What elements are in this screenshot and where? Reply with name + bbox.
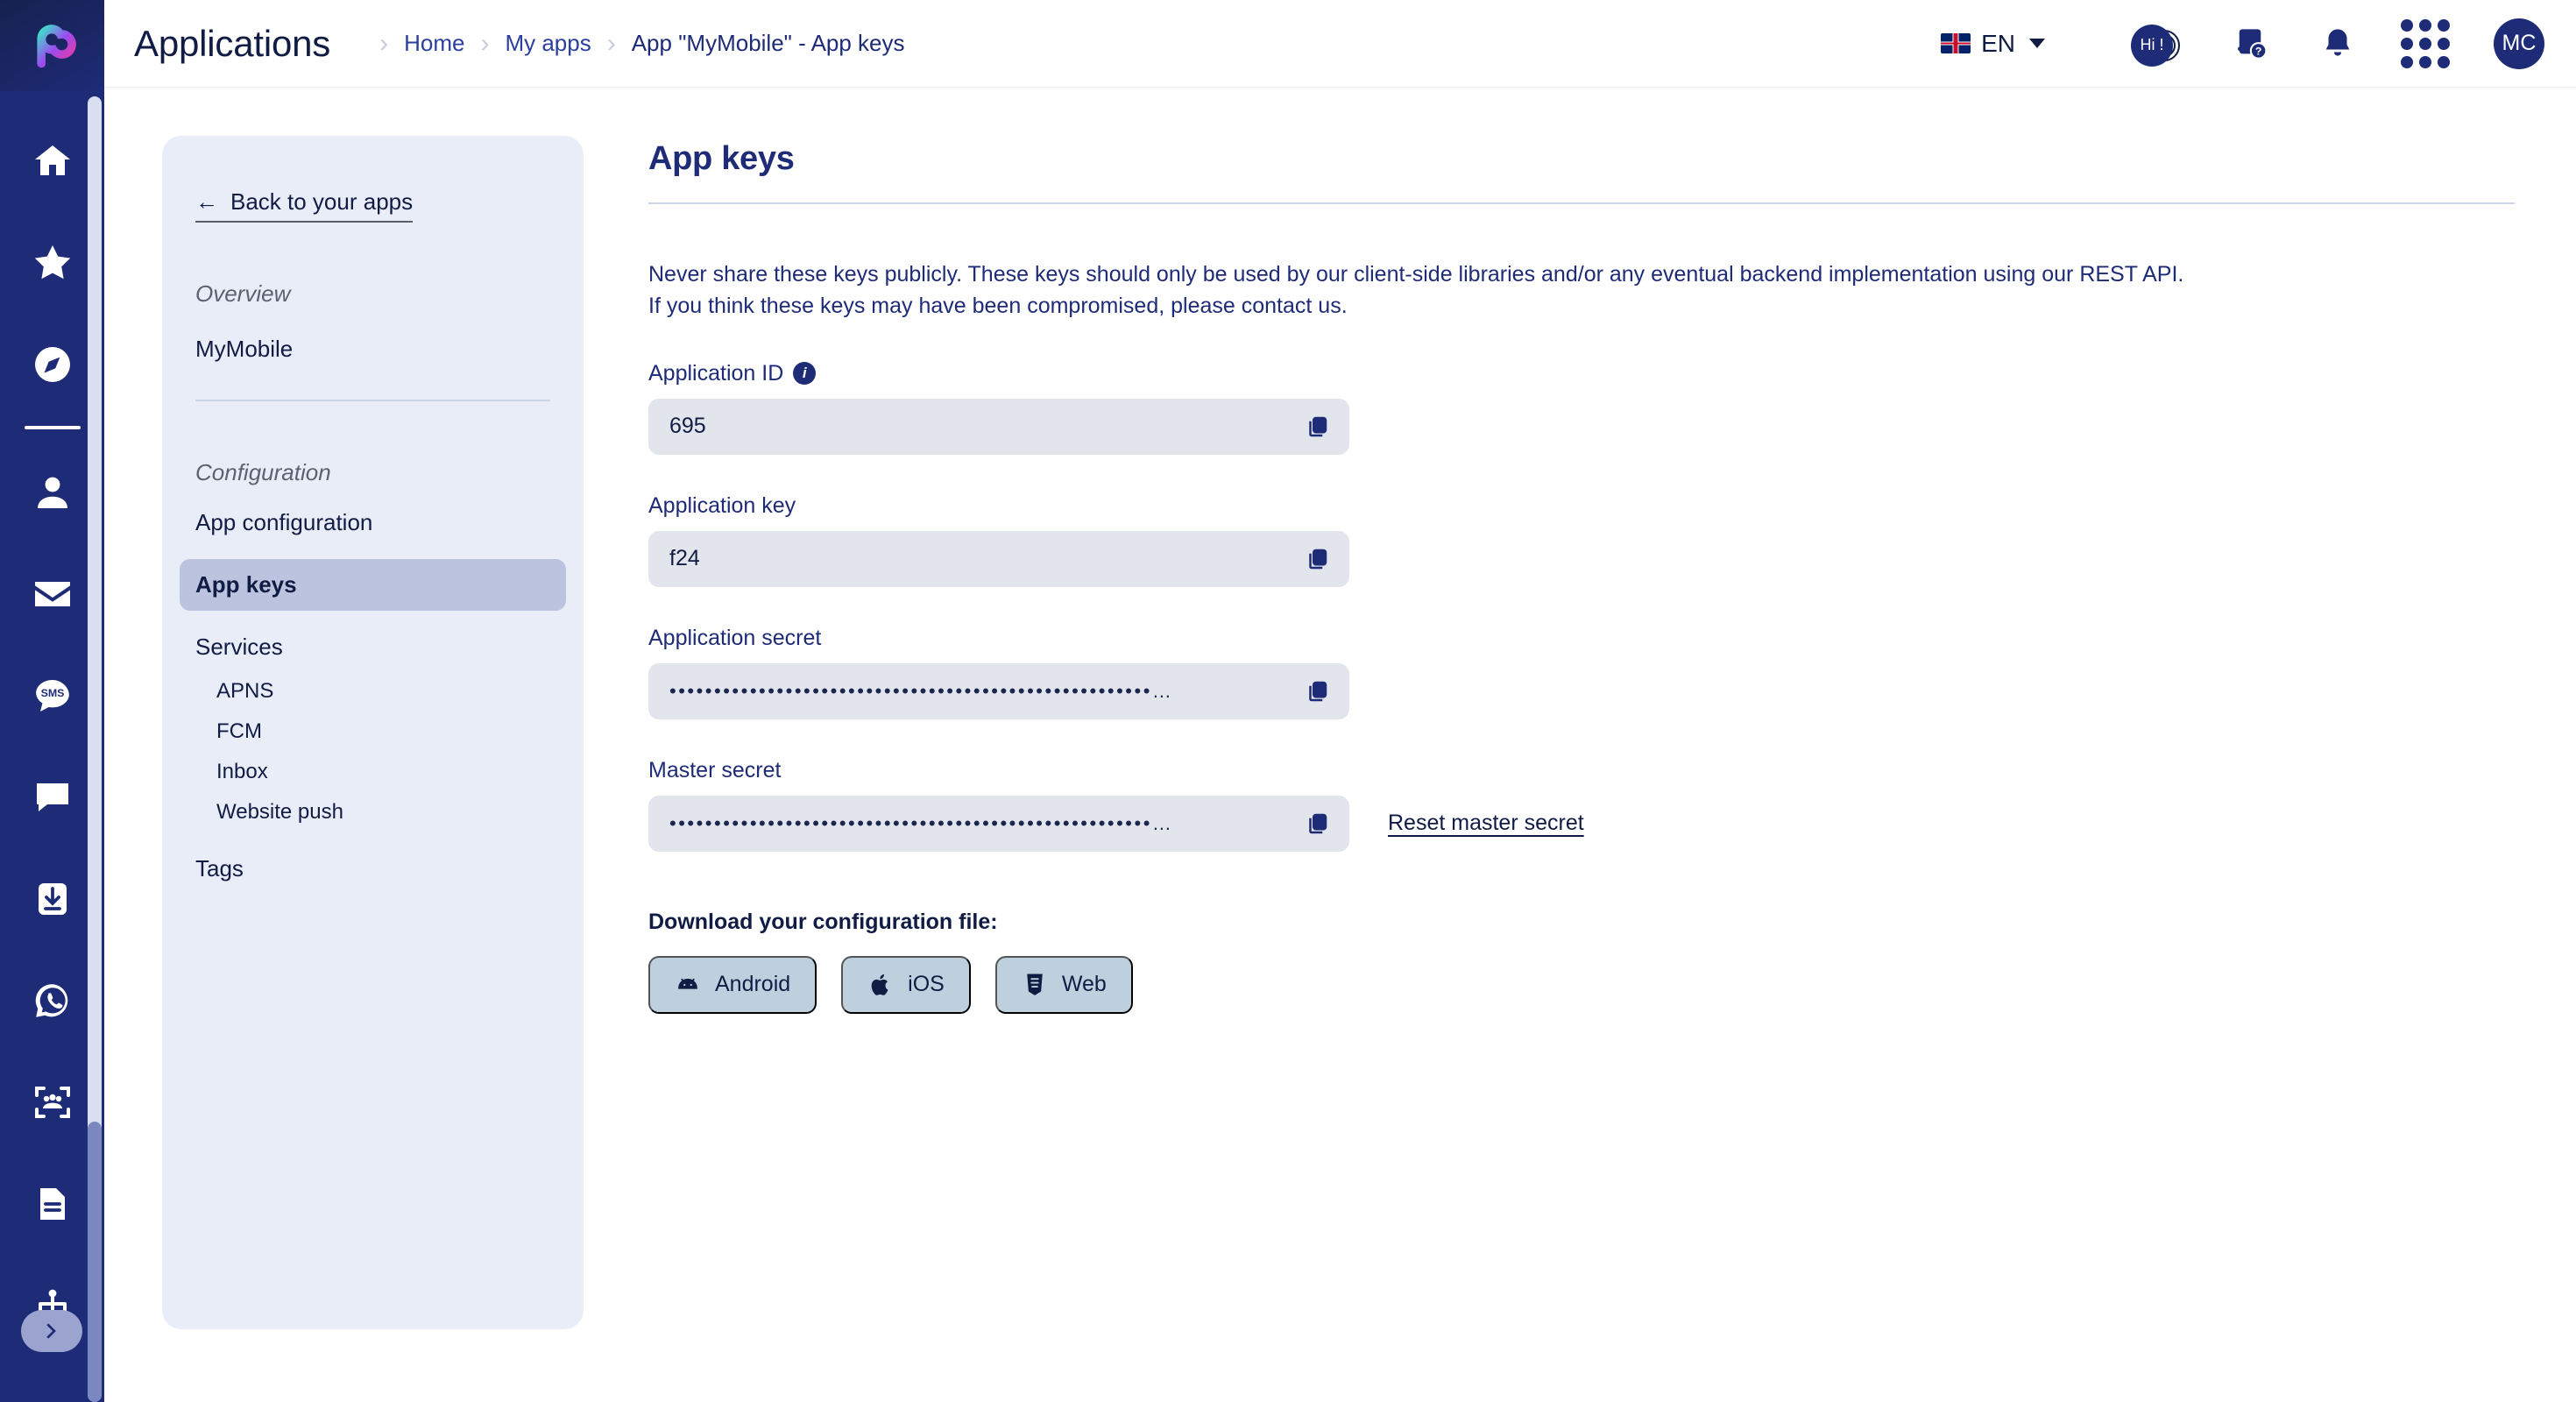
application-id-value: 695 — [669, 414, 706, 438]
language-label: EN — [1981, 29, 2015, 57]
field-row — [648, 531, 2541, 587]
copy-icon[interactable] — [1302, 544, 1332, 574]
content-title: App keys — [648, 140, 795, 177]
field-application-secret — [648, 626, 2541, 719]
user-icon — [32, 471, 74, 513]
back-to-apps-label: Back to your apps — [230, 188, 414, 215]
intro-line-2: If you think these keys may have been compromised, please contact us. — [648, 294, 1348, 319]
help-doc-icon — [2232, 25, 2268, 62]
application-secret-label: Application secret — [648, 625, 822, 650]
info-icon[interactable]: i — [793, 362, 816, 385]
avatar[interactable]: MC — [2494, 18, 2544, 69]
chevron-right-icon — [40, 1320, 63, 1342]
download-web-label: Web — [1061, 972, 1107, 996]
chat-widget-button[interactable] — [2119, 23, 2206, 65]
field-label-row — [648, 361, 2541, 386]
apps-grid-icon — [2401, 19, 2450, 68]
download-ios-button[interactable] — [841, 956, 971, 1014]
apple-icon — [867, 972, 894, 998]
breadcrumb-item-current: App "MyMobile" - App keys — [631, 30, 905, 56]
sidebar-item-tags[interactable]: Tags — [195, 855, 244, 882]
brand-logo[interactable] — [0, 0, 104, 91]
document-icon — [32, 1183, 74, 1225]
application-secret-value: ••••••••••••••••••••••••••••••••••••••••••••••••••••••… — [669, 679, 1174, 702]
whatsapp-icon — [32, 980, 74, 1022]
sidebar-item-fcm[interactable]: FCM — [216, 719, 262, 743]
breadcrumb-item-home[interactable]: Home — [404, 30, 465, 56]
application-key-value: f24 — [669, 546, 700, 570]
header-actions — [1941, 18, 2576, 69]
breadcrumb-separator: › — [480, 28, 490, 58]
copy-icon[interactable] — [1302, 809, 1332, 839]
sidebar-item-app-keys[interactable]: App keys — [180, 559, 566, 611]
master-secret-value: ••••••••••••••••••••••••••••••••••••••••••••••••••••••… — [669, 811, 1174, 834]
sidebar-item-services[interactable]: Services — [195, 634, 283, 660]
field-row — [648, 796, 2541, 852]
main-content — [648, 140, 2541, 1014]
field-application-id — [648, 361, 2541, 455]
field-master-secret — [648, 758, 2541, 852]
master-secret-input[interactable] — [648, 796, 1349, 852]
copy-icon[interactable] — [1302, 676, 1332, 706]
field-label-row — [648, 626, 2541, 651]
field-row — [648, 399, 2541, 455]
chevron-down-icon — [2029, 39, 2045, 48]
home-icon — [32, 140, 74, 182]
top-header — [104, 0, 2576, 88]
intro-text — [648, 258, 2541, 322]
sidebar-item-inbox[interactable]: Inbox — [216, 760, 268, 783]
compass-icon — [32, 343, 74, 386]
notifications-button[interactable] — [2294, 25, 2381, 62]
title-divider — [648, 202, 2515, 204]
svg-text:?: ? — [2254, 44, 2262, 57]
sidebar-scrollbar-thumb[interactable] — [88, 1122, 102, 1402]
chat-hi-badge: Hi ! — [2131, 25, 2173, 67]
sidebar-item-apns[interactable]: APNS — [216, 679, 274, 703]
breadcrumb-separator: › — [379, 28, 389, 58]
breadcrumb-separator: › — [606, 28, 616, 58]
sidebar-scrollbar[interactable] — [88, 96, 102, 1402]
application-id-input[interactable] — [648, 399, 1349, 455]
expand-sidebar-button[interactable] — [21, 1310, 82, 1352]
download-section-title: Download your configuration file: — [648, 909, 998, 934]
rail-divider — [25, 426, 81, 429]
uk-flag-icon — [1941, 33, 1971, 53]
panel-section-overview-title: Overview — [195, 280, 291, 307]
field-label-row — [648, 493, 2541, 519]
app-settings-panel — [162, 136, 584, 1329]
master-secret-label: Master secret — [648, 757, 782, 782]
primary-sidebar-rail — [0, 0, 104, 1402]
intro-line-1: Never share these keys publicly. These keys should only be used by our client-side libraries and/or any eventual backend implementation using our REST API. — [648, 262, 2184, 287]
help-button[interactable] — [2206, 25, 2294, 62]
chat-bubble-icon — [32, 776, 74, 818]
language-selector[interactable] — [1941, 30, 2045, 58]
arrow-left-icon: ← — [195, 188, 218, 215]
application-key-input[interactable] — [648, 531, 1349, 587]
sidebar-item-website-push[interactable]: Website push — [216, 800, 343, 824]
application-secret-input[interactable] — [648, 663, 1349, 719]
apps-menu-button[interactable] — [2381, 19, 2469, 68]
bell-icon — [2319, 25, 2356, 62]
download-ios-label: iOS — [908, 972, 945, 996]
field-application-key — [648, 493, 2541, 587]
field-label-row — [648, 758, 2541, 783]
sidebar-item-app-configuration[interactable]: App configuration — [195, 509, 373, 535]
application-id-label: Application ID — [648, 360, 784, 386]
android-icon — [675, 972, 701, 998]
svg-text:SMS: SMS — [40, 686, 64, 699]
reset-master-secret-link[interactable]: Reset master secret — [1388, 811, 1584, 835]
page-title: Applications — [134, 22, 331, 64]
breadcrumb — [364, 30, 904, 57]
audience-scan-icon — [32, 1081, 74, 1123]
copy-icon[interactable] — [1302, 412, 1332, 442]
panel-section-configuration-title: Configuration — [195, 459, 331, 485]
envelope-icon — [32, 573, 74, 615]
sms-bubble-icon — [32, 675, 74, 717]
application-key-label: Application key — [648, 492, 796, 518]
sidebar-item-mymobile[interactable]: MyMobile — [195, 336, 294, 362]
html5-shield-icon — [1022, 972, 1048, 998]
panel-divider — [195, 400, 550, 401]
download-android-button[interactable] — [648, 956, 817, 1014]
star-icon — [32, 242, 74, 284]
download-buttons-row — [648, 956, 2541, 1014]
download-android-label: Android — [715, 972, 791, 996]
download-box-icon — [32, 878, 74, 920]
field-row — [648, 663, 2541, 719]
breadcrumb-item-my-apps[interactable]: My apps — [505, 30, 591, 56]
back-to-apps-link[interactable] — [195, 188, 413, 223]
download-web-button[interactable] — [995, 956, 1133, 1014]
